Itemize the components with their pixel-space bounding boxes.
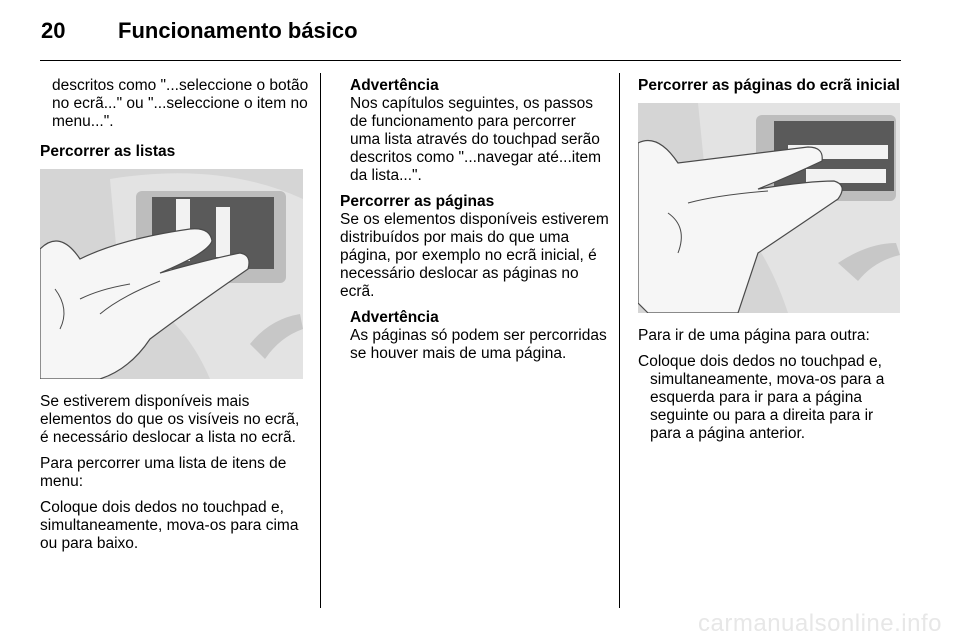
paragraph-two-fingers-leftright: Coloque dois dedos no touchpad e, simultaneamente, mova-os para a esquerda para ir para a página seguinte ou para a direita para ir para a página anterior. <box>638 353 885 442</box>
note-text: As páginas só podem ser percorridas se houver mais de uma página. <box>350 327 607 362</box>
column-3 <box>638 77 903 451</box>
heading-scroll-home-pages: Percorrer as páginas do ecrã inicial <box>638 77 900 94</box>
note-text: Nos capítulos seguintes, os passos de funcionamento para percorrer uma lista através do touchpad serão descritos como "...navegar até...item da lista...". <box>350 95 602 184</box>
touchpad-scroll-pages-image <box>638 103 900 313</box>
note-pages <box>340 309 610 363</box>
section-title: Funcionamento básico <box>118 18 358 43</box>
heading-scroll-lists: Percorrer as listas <box>40 143 176 160</box>
header-rule <box>40 60 901 61</box>
column-2 <box>340 77 610 371</box>
heading-scroll-pages: Percorrer as páginas <box>340 193 495 210</box>
column-divider-2 <box>619 73 620 608</box>
note-title: Advertência <box>350 309 439 326</box>
paragraph-multiple-pages: Se os elementos disponíveis estiverem distribuídos por mais do que uma página, por exemplo no ecrã inicial, é necessário deslocar as páginas no ecrã. <box>340 211 609 300</box>
page-number: 20 <box>41 18 66 43</box>
column-1 <box>40 77 310 561</box>
intro-text: descritos como "...seleccione o botão no ecrã..." ou "...seleccione o item no menu...". <box>52 77 309 130</box>
paragraph-more-items: Se estiverem disponíveis mais elementos do que os visíveis no ecrã, é necessário deslocar a lista no ecrã. <box>40 393 300 446</box>
note-title: Advertência <box>350 77 439 94</box>
paragraph-two-fingers-updown: Coloque dois dedos no touchpad e, simultaneamente, mova-os para cima ou para baixo. <box>40 499 299 552</box>
watermark: carmanualsonline.info <box>698 610 942 637</box>
paragraph-go-between-pages: Para ir de uma página para outra: <box>638 327 870 344</box>
paragraph-scroll-menu: Para percorrer uma lista de itens de menu: <box>40 455 287 490</box>
column-divider-1 <box>320 73 321 608</box>
touchpad-scroll-list-image <box>40 169 303 379</box>
note-navigate <box>340 77 610 185</box>
